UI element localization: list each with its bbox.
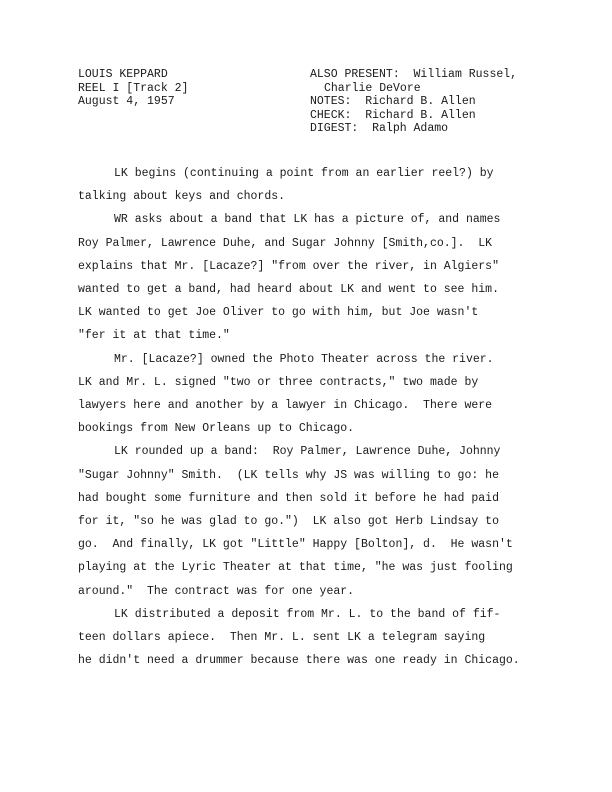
interview-date: August 4, 1957	[78, 95, 175, 108]
text-line: LK and Mr. L. signed "two or three contracts," two made by	[78, 375, 479, 389]
text-line: WR asks about a band that LK has a picture of, and names	[114, 213, 501, 227]
text-line: LK wanted to get Joe Oliver to go with him, but Joe wasn't	[78, 306, 479, 320]
paragraph	[78, 348, 548, 441]
paragraph	[78, 603, 548, 673]
also-present-name-2: Charlie DeVore	[324, 81, 421, 95]
paragraph	[78, 440, 548, 602]
also-present-name-1: William Russel,	[413, 68, 518, 81]
text-line: LK rounded up a band: Roy Palmer, Lawrence Duhe, Johnny	[114, 445, 501, 459]
text-line: LK begins (continuing a point from an earlier reel?) by	[114, 167, 494, 180]
paragraph	[78, 162, 548, 208]
text-line: around." The contract was for one year.	[78, 584, 355, 598]
paragraph	[78, 208, 548, 347]
text-line: had bought some furniture and then sold it before he had paid	[78, 491, 499, 505]
text-line: for it, "so he was glad to go.") LK also got Herb Lindsay to	[78, 515, 499, 529]
text-line: playing at the Lyric Theater at that time, "he was just fooling	[78, 561, 513, 575]
text-line: Roy Palmer, Lawrence Duhe, and Sugar Johnny [Smith,co.]. LK	[78, 236, 493, 250]
interview-info	[78, 68, 188, 109]
interviewee-name: LOUIS KEPPARD	[78, 68, 168, 81]
text-line: lawyers here and another by a lawyer in Chicago. There were	[78, 399, 493, 413]
text-line: bookings from New Orleans up to Chicago.	[78, 422, 355, 436]
text-line: go. And finally, LK got "Little" Happy [Bolton], d. He wasn't	[78, 538, 513, 552]
text-line: LK distributed a deposit from Mr. L. to the band of fif-	[114, 607, 501, 621]
text-line: teen dollars apiece. Then Mr. L. sent LK a telegram saying	[78, 631, 486, 645]
credits-info	[310, 68, 517, 136]
text-line: "Sugar Johnny" Smith. (LK tells why JS was willing to go: he	[78, 468, 499, 482]
digest-credit: DIGEST: Ralph Adamo	[310, 122, 449, 135]
check-credit: CHECK: Richard B. Allen	[310, 108, 476, 122]
text-line: wanted to get a band, had heard about LK and went to see him.	[78, 283, 499, 297]
reel-track: REEL I [Track 2]	[78, 81, 189, 95]
text-line: explains that Mr. [Lacaze?] "from over the river, in Algiers"	[78, 259, 499, 273]
text-line: talking about keys and chords.	[78, 190, 286, 204]
also-present-label: ALSO PRESENT:	[310, 68, 400, 81]
text-line: "fer it at that time."	[78, 329, 230, 343]
transcript-body	[78, 162, 548, 672]
text-line: he didn't need a drummer because there was one ready in Chicago.	[78, 654, 520, 668]
notes-credit: NOTES: Richard B. Allen	[310, 95, 476, 108]
text-line: Mr. [Lacaze?] owned the Photo Theater across the river.	[114, 352, 494, 366]
also-present-line	[310, 68, 517, 82]
